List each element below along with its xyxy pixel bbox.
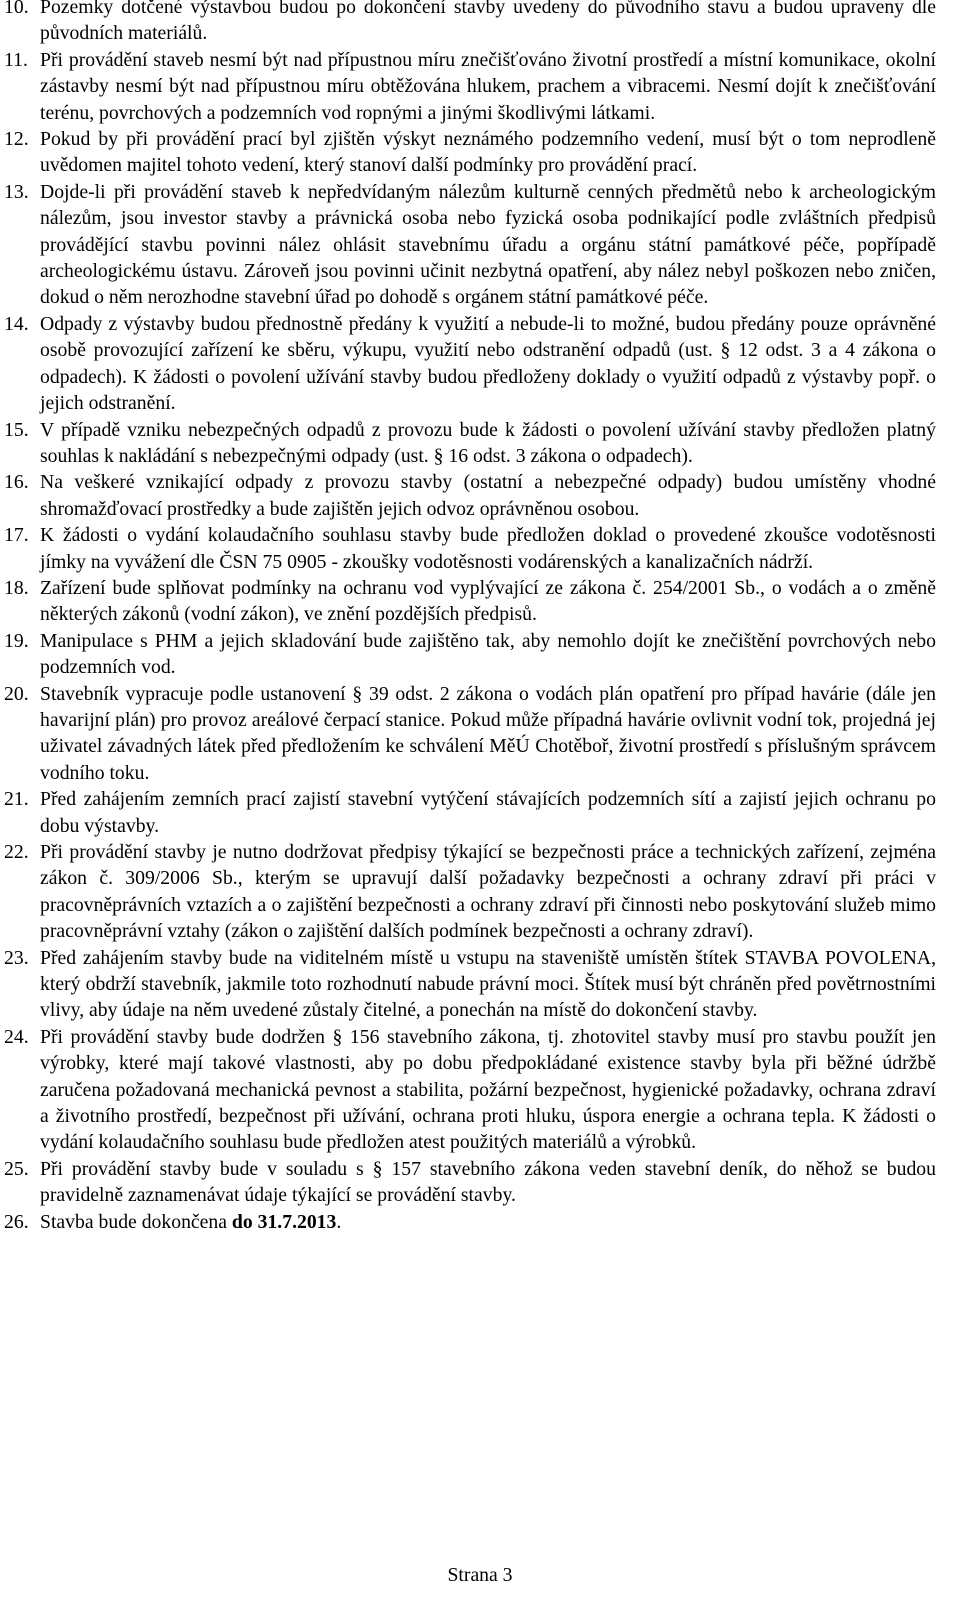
item-text: Na veškeré vznikající odpady z provozu stavby (ostatní a nebezpečné odpady) budou umístěny vhodné shromažďovací prostředky a bude zajištěn jejich odvoz oprávněnou osobou. bbox=[40, 471, 936, 520]
list-item bbox=[0, 469, 960, 522]
list-item bbox=[0, 575, 960, 628]
list-item bbox=[0, 126, 960, 179]
item-number: 18. bbox=[4, 576, 29, 599]
item-text: Při provádění stavby bude v souladu s § 157 stavebního zákona veden stavební deník, do něhož se budou pravidelně zaznamenávat údaje týkající se provádění stavby. bbox=[40, 1157, 936, 1207]
item-number: 23. bbox=[4, 946, 29, 969]
list-item bbox=[0, 0, 960, 47]
item-text: Před zahájením stavby bude na viditelném místě u vstupu na staveniště umístěn štítek STAVBA POVOLENA, který obdrží stavebník, jakmile toto rozhodnutí nabude právní moci. Štítek musí být chráněn před povětrnostními vlivy, aby údaje na něm uvedené zůstaly čitelné, a ponechán na místě do dokončení stavby. bbox=[40, 946, 936, 1022]
list-item bbox=[0, 945, 960, 1024]
item-text: K žádosti o vydání kolaudačního souhlasu stavby bude předložen doklad o provedené zkoušce vodotěsnosti jímky na vyvážení dle ČSN 75 0905 - zkoušky vodotěsnosti vodárenských a kanalizačních nádrží. bbox=[40, 524, 936, 573]
item-number: 24. bbox=[4, 1025, 29, 1048]
item-number: 19. bbox=[4, 629, 29, 652]
item-number: 25. bbox=[4, 1157, 29, 1180]
item-number: 15. bbox=[4, 418, 29, 441]
item-text: Při provádění stavby je nutno dodržovat předpisy týkající se bezpečnosti práce a technických zařízení, zejména zákon č. 309/2006 Sb., kterým se upravují další požadavky bezpečnosti a ochrany zdraví při práci v pracovněprávních vztazích a o zajištění bezpečnosti a ochrany zdraví při činnosti nebo poskytování služeb mimo pracovněprávní vztahy (zákon o zajištění dalších podmínek bezpečnosti a ochrany zdraví). bbox=[40, 841, 936, 943]
list-item bbox=[0, 1209, 960, 1235]
list-item bbox=[0, 839, 960, 945]
item-number: 16. bbox=[4, 471, 29, 494]
item-text: Při provádění stavby bude dodržen § 156 stavebního zákona, tj. zhotovitel stavby musí pro stavbu použít jen výrobky, které mají takové vlastnosti, aby po dobu předpokládané existence stavby byla při běžné údržbě zaručena požadovaná mechanická pevnost a stabilita, požární bezpečnost, hygienické požadavky, ochrana zdraví a životního prostředí, bezpečnost při užívání, ochrana proti hluku, úspora energie a ochrana tepla. K žádosti o vydání kolaudačního souhlasu bude předložen atest použitých materiálů a výrobků. bbox=[40, 1025, 936, 1154]
item-number: 21. bbox=[4, 788, 29, 811]
list-item bbox=[0, 311, 960, 417]
list-item bbox=[0, 47, 960, 126]
item-text: Zařízení bude splňovat podmínky na ochranu vod vyplývající ze zákona č. 254/2001 Sb., o vodách a o změně některých zákonů (vodní zákon), ve znění pozdějších předpisů. bbox=[40, 576, 936, 626]
item-text: Pokud by při provádění prací byl zjištěn výskyt neznámého podzemního vedení, musí být o tom neprodleně uvědomen majitel tohoto vedení, který stanoví další podmínky pro provádění prací. bbox=[40, 128, 936, 177]
item-text: Manipulace s PHM a jejich skladování bude zajištěno tak, aby nemohlo dojít ke znečištění povrchových nebo podzemních vod. bbox=[40, 629, 936, 679]
list-item bbox=[0, 681, 960, 787]
item-number: 20. bbox=[4, 682, 29, 705]
item-number: 10. bbox=[4, 0, 29, 18]
list-item bbox=[0, 417, 960, 470]
page-number: Strana 3 bbox=[447, 1564, 513, 1586]
item-text: Dojde-li při provádění staveb k nepředvídaným nálezům kulturně cenných předmětů nebo k archeologickým nálezům, jsou investor stavby a právnická osoba nebo fyzická osoba podnikající podle zvláštních předpisů provádějící stavbu povinni nález ohlásit stavebnímu úřadu a orgánu státní památkové péče, popřípadě archeologickému ústavu. Zároveň jsou povinni učinit nezbytná opatření, aby nález nebyl poškozen nebo zničen, dokud o něm nerozhodne stavební úřad po dohodě s orgánem státní památkové péče. bbox=[40, 180, 936, 309]
item-text: V případě vzniku nebezpečných odpadů z provozu bude k žádosti o povolení užívání stavby předložen platný souhlas k nakládání s nebezpečnými odpady (ust. § 16 odst. 3 zákona o odpadech). bbox=[40, 418, 936, 467]
completion-date: do 31.7.2013 bbox=[231, 1210, 337, 1233]
item-number: 26. bbox=[4, 1210, 29, 1233]
item-text: Před zahájením zemních prací zajistí stavební vytýčení stávajících podzemních sítí a zajistí jejich ochranu po dobu výstavby. bbox=[40, 788, 936, 837]
list-item bbox=[0, 179, 960, 311]
item-text: Odpady z výstavby budou přednostně předány k využití a nebude-li to možné, budou předány pouze oprávněné osobě provozující zařízení ke sběru, výkupu, využití nebo odstranění odpadů (ust. § 12 odst. 3 a 4 zákona o odpadech). K žádosti o povolení užívání stavby budou předloženy doklady o využití odpadů z výstavby popř. o jejich odstranění. bbox=[40, 312, 936, 415]
item-text: Při provádění staveb nesmí být nad přípustnou míru znečišťováno životní prostředí a místní komunikace, okolní zástavby nesmí být nad přípustnou míru obtěžována hlukem, prachem a vibracemi. Nesmí dojít k znečišťování terénu, povrchových a podzemních vod ropnými a jinými škodlivými látkami. bbox=[40, 48, 936, 124]
item-number: 17. bbox=[4, 524, 29, 547]
list-item bbox=[0, 1156, 960, 1209]
list-item bbox=[0, 522, 960, 575]
item-text: Pozemky dotčené výstavbou budou po dokončení stavby uvedeny do původního stavu a budou upraveny dle původních materiálů. bbox=[40, 0, 936, 45]
item-number: 14. bbox=[4, 312, 29, 335]
item-text-lead: Stavba bude dokončena bbox=[40, 1210, 232, 1233]
item-number: 13. bbox=[4, 180, 29, 203]
item-number: 11. bbox=[4, 48, 28, 71]
item-text-end: . bbox=[336, 1210, 342, 1233]
list-item bbox=[0, 628, 960, 681]
item-text bbox=[40, 1209, 936, 1235]
list-item bbox=[0, 1024, 960, 1156]
list-item bbox=[0, 786, 960, 839]
item-number: 12. bbox=[4, 128, 29, 151]
item-number: 22. bbox=[4, 841, 29, 863]
item-text: Stavebník vypracuje podle ustanovení § 39 odst. 2 zákona o vodách plán opatření pro případ havárie (dále jen havarijní plán) pro provoz areálové čerpací stanice. Pokud může případná havárie ovlivnit vodní tok, projedná jej uživatel závadných látek před předložením ke schválení MěÚ Chotěboř, životní prostředí s příslušným správcem vodního toku. bbox=[40, 682, 936, 784]
